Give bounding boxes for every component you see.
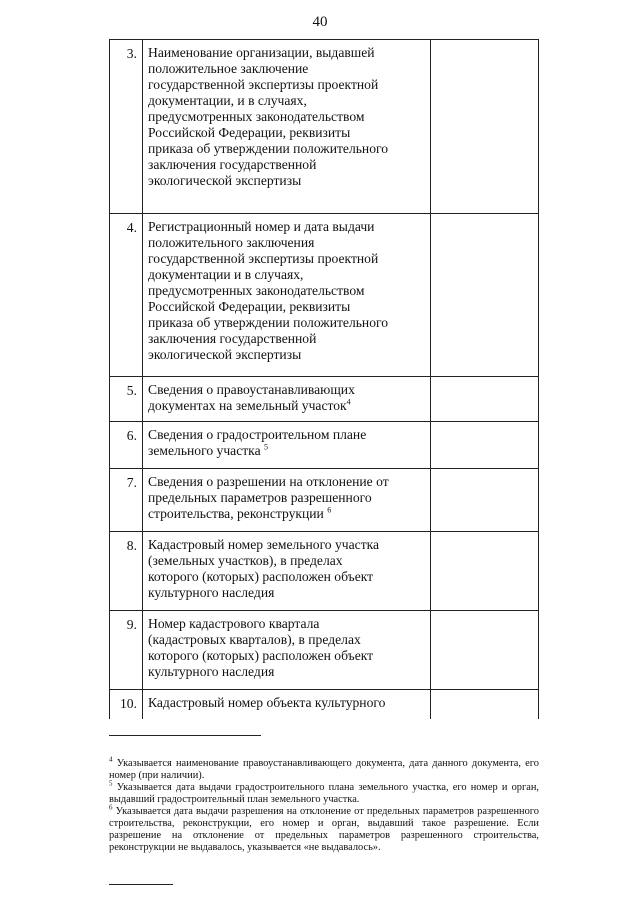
table-row: [110, 611, 539, 690]
row-number: 3.: [110, 40, 143, 214]
row-description: Сведения о градостроительном плане земельного участка $^5$: [143, 422, 431, 469]
table-row: [110, 469, 539, 532]
table-row: [110, 214, 539, 377]
row-number: 7.: [110, 469, 143, 532]
footnotes: [109, 755, 539, 854]
table-row: [110, 40, 539, 214]
row-description: Наименование организации, выдавшей положительное заключение государственной экспертизы проектной документации, и в случаях, предусмотренных законодательством Российской Федерации, реквизиты приказа об утверждении положительного заключения государственной экологической экспертизы: [143, 40, 431, 214]
table-row: [110, 422, 539, 469]
table-row: [110, 532, 539, 611]
row-number: 10.: [110, 690, 143, 719]
row-value-cell: [431, 611, 539, 690]
row-description: Кадастровый номер объекта культурного: [143, 690, 431, 719]
row-description: Регистрационный номер и дата выдачи положительного заключения государственной экспертизы проектной документации и в случаях, предусмотренных законодательством Российской Федерации, реквизиты приказа об утверждении положительного заключения государственной экологической экспертизы: [143, 214, 431, 377]
row-description: Сведения о разрешении на отклонение от предельных параметров разрешенного строительства, реконструкции $^6$: [143, 469, 431, 532]
row-description: Сведения о правоустанавливающих документах на земельный участок$^4$: [143, 377, 431, 422]
row-value-cell: [431, 377, 539, 422]
footnote: $^5$ Указывается дата выдачи градостроительного плана земельного участка, его номер и орган, выдавший градостроительный план земельного участка.: [109, 779, 539, 805]
footnote: $^6$ Указывается дата выдачи разрешения на отклонение от предельных параметров разрешенного строительства, реконструкции, его номер и орган, выдавший такое разрешение. Если разрешение на отклонение от предельных параметров разрешенного строительства, реконструкции не выдавалось, указывается «не выдавалось».: [109, 803, 539, 853]
footnote: $^4$ Указывается наименование правоустанавливающего документа, дата данного документа, его номер (при наличии).: [109, 755, 539, 781]
table-row: [110, 690, 539, 719]
row-value-cell: [431, 40, 539, 214]
row-description: Номер кадастрового квартала (кадастровых кварталов), в пределах которого (которых) расположен объект культурного наследия: [143, 611, 431, 690]
bottom-divider: [109, 884, 173, 885]
row-value-cell: [431, 214, 539, 377]
row-description: Кадастровый номер земельного участка (земельных участков), в пределах которого (которых) расположен объект культурного наследия: [143, 532, 431, 611]
row-number: 4.: [110, 214, 143, 377]
row-value-cell: [431, 690, 539, 719]
row-value-cell: [431, 532, 539, 611]
page-number: 40: [312, 14, 328, 30]
row-number: 8.: [110, 532, 143, 611]
row-value-cell: [431, 469, 539, 532]
row-value-cell: [431, 422, 539, 469]
row-number: 9.: [110, 611, 143, 690]
row-number: 6.: [110, 422, 143, 469]
table-row: [110, 377, 539, 422]
row-number: 5.: [110, 377, 143, 422]
footnote-divider: [109, 735, 261, 736]
form-table: [109, 39, 539, 719]
